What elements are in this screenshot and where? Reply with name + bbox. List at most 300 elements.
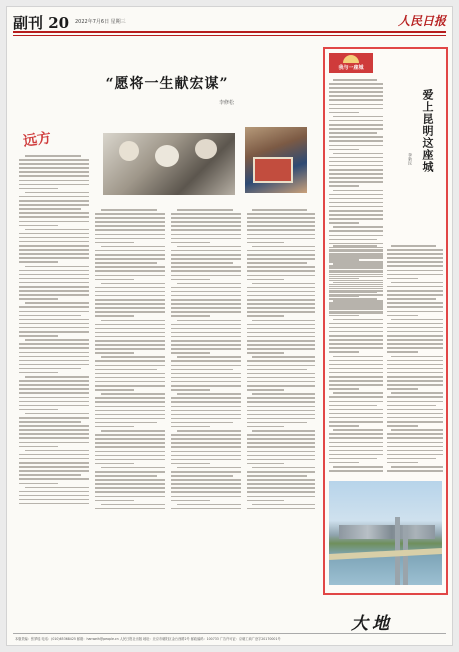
text-line bbox=[95, 352, 134, 354]
text-line bbox=[247, 307, 315, 309]
feature-author: 李新民 bbox=[408, 153, 413, 165]
text-line bbox=[329, 214, 383, 216]
text-line bbox=[19, 282, 89, 284]
text-line bbox=[329, 202, 383, 204]
text-line bbox=[19, 458, 89, 460]
text-line bbox=[95, 242, 134, 244]
text-line bbox=[247, 234, 315, 236]
text-line bbox=[387, 413, 443, 415]
text-line bbox=[171, 475, 233, 477]
text-line bbox=[95, 291, 165, 293]
text-line bbox=[171, 381, 241, 383]
text-line bbox=[387, 274, 443, 276]
text-line bbox=[387, 417, 443, 419]
text-line bbox=[329, 368, 383, 370]
text-line bbox=[95, 459, 165, 461]
text-line bbox=[329, 112, 359, 114]
text-line bbox=[19, 167, 89, 169]
text-line bbox=[95, 487, 165, 489]
text-line bbox=[95, 324, 165, 326]
text-line bbox=[95, 287, 165, 289]
text-line bbox=[171, 500, 210, 502]
text-line bbox=[329, 198, 383, 200]
text-line bbox=[171, 487, 241, 489]
text-line bbox=[171, 299, 241, 301]
text-line bbox=[171, 442, 241, 444]
text-line bbox=[387, 265, 443, 267]
text-line bbox=[171, 295, 241, 297]
text-line bbox=[25, 376, 89, 378]
text-line bbox=[171, 459, 241, 461]
text-line bbox=[25, 339, 89, 341]
text-line bbox=[19, 401, 89, 403]
text-line bbox=[387, 425, 418, 427]
text-line bbox=[171, 426, 210, 428]
text-line bbox=[329, 413, 383, 415]
text-line bbox=[247, 275, 315, 277]
text-line bbox=[329, 360, 383, 362]
text-line bbox=[171, 340, 241, 342]
text-line bbox=[95, 471, 165, 473]
text-line bbox=[247, 397, 315, 399]
text-line bbox=[329, 270, 383, 272]
text-line bbox=[247, 487, 315, 489]
text-line bbox=[95, 455, 165, 457]
text-line bbox=[329, 274, 383, 276]
text-line bbox=[329, 372, 383, 374]
text-line bbox=[329, 351, 359, 353]
text-line bbox=[19, 397, 89, 399]
text-line bbox=[247, 381, 315, 383]
text-line bbox=[95, 311, 165, 313]
text-line bbox=[247, 213, 315, 215]
text-line bbox=[387, 470, 443, 472]
text-line bbox=[171, 238, 241, 240]
text-line bbox=[19, 466, 89, 468]
text-line bbox=[247, 442, 315, 444]
text-line bbox=[171, 401, 241, 403]
text-line bbox=[387, 294, 443, 296]
text-line bbox=[247, 389, 284, 391]
text-line bbox=[252, 356, 315, 358]
text-line bbox=[19, 257, 89, 259]
text-line bbox=[19, 233, 89, 235]
text-line bbox=[171, 307, 241, 309]
text-line bbox=[247, 340, 315, 342]
text-line bbox=[329, 396, 383, 398]
text-line bbox=[252, 393, 315, 395]
text-line bbox=[19, 356, 89, 358]
text-line bbox=[171, 229, 241, 231]
text-line bbox=[333, 116, 383, 118]
photo-painting bbox=[253, 157, 293, 183]
text-line bbox=[252, 320, 315, 322]
text-line bbox=[95, 397, 165, 399]
text-line bbox=[247, 365, 315, 367]
feature-box bbox=[323, 47, 448, 595]
text-line bbox=[177, 320, 241, 322]
text-line bbox=[25, 413, 89, 415]
text-line bbox=[387, 405, 436, 407]
text-line bbox=[329, 222, 359, 224]
text-line bbox=[101, 504, 165, 506]
text-line bbox=[101, 209, 157, 211]
text-line bbox=[95, 377, 165, 379]
feature-text-column bbox=[387, 245, 443, 474]
text-line bbox=[95, 479, 165, 481]
text-line bbox=[95, 270, 165, 272]
photo-caption-lines bbox=[103, 197, 307, 205]
text-line bbox=[19, 175, 89, 177]
text-line bbox=[329, 437, 383, 439]
text-line bbox=[387, 261, 443, 263]
lake-causeway bbox=[329, 548, 442, 560]
text-line bbox=[387, 311, 443, 313]
text-line bbox=[387, 450, 443, 452]
text-line bbox=[171, 348, 241, 350]
text-line bbox=[19, 221, 89, 223]
text-line bbox=[95, 303, 165, 305]
text-line bbox=[247, 221, 315, 223]
photo-person bbox=[155, 145, 179, 167]
text-line bbox=[329, 417, 383, 419]
text-line bbox=[329, 306, 383, 308]
text-line bbox=[19, 392, 89, 394]
text-line bbox=[247, 254, 315, 256]
text-line bbox=[329, 194, 383, 196]
text-column bbox=[95, 209, 165, 512]
text-line bbox=[171, 250, 241, 252]
issue-date: 2022年7月6日 星期三 bbox=[75, 19, 126, 25]
text-column bbox=[247, 209, 315, 512]
text-line bbox=[247, 500, 284, 502]
text-line bbox=[247, 377, 315, 379]
text-line bbox=[171, 496, 241, 498]
text-line bbox=[329, 298, 377, 300]
text-line bbox=[247, 328, 315, 330]
text-line bbox=[329, 104, 383, 106]
text-line bbox=[247, 352, 284, 354]
text-line bbox=[329, 165, 383, 167]
text-line bbox=[329, 442, 383, 444]
text-line bbox=[329, 388, 359, 390]
text-line bbox=[247, 315, 284, 317]
main-article bbox=[19, 43, 315, 588]
text-line bbox=[95, 221, 165, 223]
text-line bbox=[247, 336, 315, 338]
text-line bbox=[329, 401, 383, 403]
text-line bbox=[95, 500, 134, 502]
text-line bbox=[247, 369, 307, 371]
text-line bbox=[387, 433, 443, 435]
text-line bbox=[329, 95, 383, 97]
text-line bbox=[329, 124, 383, 126]
text-line bbox=[333, 282, 383, 284]
text-line bbox=[19, 225, 58, 227]
text-line bbox=[177, 467, 241, 469]
text-line bbox=[177, 246, 241, 248]
text-line bbox=[19, 368, 81, 370]
photo-person bbox=[195, 139, 217, 159]
text-line bbox=[333, 79, 376, 81]
text-line bbox=[95, 491, 165, 493]
text-line bbox=[387, 372, 443, 374]
text-line bbox=[247, 258, 315, 260]
text-line bbox=[25, 155, 81, 157]
kicker-text: 远方 bbox=[22, 130, 53, 150]
text-line bbox=[19, 237, 89, 239]
text-line bbox=[329, 128, 383, 130]
text-line bbox=[171, 324, 241, 326]
article-photo-portrait bbox=[245, 127, 307, 193]
text-line bbox=[19, 180, 89, 182]
text-line bbox=[391, 319, 443, 321]
text-line bbox=[171, 221, 241, 223]
text-line bbox=[95, 401, 165, 403]
text-line bbox=[171, 266, 241, 268]
text-line bbox=[19, 470, 89, 472]
text-line bbox=[387, 458, 436, 460]
text-line bbox=[387, 446, 443, 448]
text-line bbox=[247, 385, 315, 387]
text-line bbox=[171, 270, 241, 272]
text-line bbox=[19, 417, 89, 419]
feature-title: 爱上昆明这座城 bbox=[421, 89, 434, 173]
text-line bbox=[171, 360, 241, 362]
text-line bbox=[171, 418, 241, 420]
text-line bbox=[19, 343, 89, 345]
text-line bbox=[387, 388, 418, 390]
text-line bbox=[171, 242, 210, 244]
text-line bbox=[95, 418, 165, 420]
text-line bbox=[387, 298, 436, 300]
text-line bbox=[171, 352, 210, 354]
text-line bbox=[247, 303, 315, 305]
text-line bbox=[19, 290, 89, 292]
text-line bbox=[95, 328, 165, 330]
text-line bbox=[19, 196, 89, 198]
text-line bbox=[19, 437, 89, 439]
text-line bbox=[171, 258, 241, 260]
text-line bbox=[329, 405, 377, 407]
text-line bbox=[247, 446, 315, 448]
masthead-rule bbox=[13, 35, 446, 36]
text-line bbox=[329, 265, 383, 267]
text-line bbox=[19, 319, 89, 321]
text-line bbox=[329, 120, 383, 122]
footer-brand: 大地 bbox=[351, 614, 393, 634]
text-line bbox=[391, 282, 443, 284]
text-line bbox=[329, 235, 383, 237]
text-line bbox=[387, 368, 443, 370]
text-line bbox=[95, 365, 165, 367]
text-line bbox=[95, 406, 165, 408]
kunming-city-photo bbox=[329, 481, 442, 585]
text-line bbox=[19, 253, 89, 255]
article-photo-group bbox=[103, 133, 235, 195]
text-line bbox=[19, 278, 89, 280]
text-line bbox=[329, 409, 383, 411]
text-line bbox=[247, 291, 315, 293]
text-line bbox=[329, 347, 383, 349]
text-line bbox=[247, 463, 284, 465]
text-line bbox=[95, 381, 165, 383]
text-line bbox=[95, 483, 165, 485]
text-line bbox=[329, 87, 383, 89]
text-line bbox=[171, 414, 241, 416]
text-line bbox=[329, 286, 383, 288]
text-line bbox=[177, 283, 241, 285]
text-line bbox=[329, 99, 383, 101]
text-line bbox=[101, 320, 165, 322]
text-line bbox=[171, 287, 241, 289]
text-line bbox=[19, 372, 58, 374]
text-line bbox=[95, 225, 165, 227]
text-line bbox=[101, 393, 165, 395]
text-line bbox=[25, 302, 89, 304]
text-line bbox=[95, 369, 157, 371]
photo-person bbox=[119, 141, 139, 161]
text-line bbox=[95, 295, 165, 297]
text-line bbox=[247, 508, 315, 510]
text-line bbox=[95, 389, 134, 391]
text-line bbox=[247, 279, 284, 281]
text-line bbox=[333, 153, 383, 155]
text-line bbox=[329, 91, 383, 93]
text-line bbox=[171, 446, 241, 448]
section-name: 副刊 20 bbox=[13, 14, 70, 32]
text-line bbox=[247, 496, 315, 498]
text-line bbox=[391, 356, 443, 358]
text-line bbox=[387, 351, 418, 353]
text-line bbox=[177, 504, 241, 506]
text-line bbox=[19, 429, 89, 431]
text-line bbox=[329, 132, 377, 134]
text-line bbox=[387, 286, 443, 288]
feature-text-column bbox=[329, 245, 383, 474]
text-line bbox=[95, 250, 165, 252]
text-line bbox=[391, 392, 443, 394]
text-line bbox=[329, 157, 383, 159]
text-line bbox=[387, 376, 443, 378]
text-line bbox=[171, 344, 241, 346]
text-line bbox=[171, 234, 241, 236]
text-line bbox=[387, 437, 443, 439]
text-line bbox=[333, 429, 383, 431]
text-line bbox=[329, 343, 383, 345]
text-line bbox=[247, 360, 315, 362]
text-line bbox=[329, 140, 383, 142]
text-column bbox=[19, 155, 89, 507]
newspaper-logo: 人民日报 bbox=[397, 14, 446, 28]
text-line bbox=[171, 303, 241, 305]
text-line bbox=[19, 315, 81, 317]
text-line bbox=[19, 159, 89, 161]
text-line bbox=[25, 192, 89, 194]
feature-tag bbox=[329, 53, 373, 73]
text-line bbox=[171, 389, 210, 391]
text-line bbox=[19, 249, 89, 251]
text-line bbox=[19, 171, 89, 173]
text-line bbox=[387, 347, 443, 349]
feature-tag-label: 我与一座城 bbox=[338, 65, 364, 71]
text-line bbox=[95, 385, 165, 387]
text-line bbox=[19, 335, 58, 337]
text-line bbox=[252, 209, 306, 211]
text-line bbox=[19, 208, 81, 210]
text-line bbox=[329, 331, 383, 333]
text-line bbox=[247, 471, 315, 473]
text-line bbox=[387, 315, 418, 317]
text-line bbox=[333, 392, 383, 394]
text-line bbox=[177, 356, 241, 358]
text-line bbox=[329, 376, 383, 378]
text-line bbox=[247, 324, 315, 326]
text-line bbox=[247, 410, 315, 412]
text-line bbox=[247, 434, 315, 436]
text-line bbox=[329, 173, 383, 175]
text-line bbox=[177, 209, 233, 211]
text-line bbox=[171, 373, 241, 375]
text-line bbox=[171, 508, 241, 510]
text-line bbox=[95, 348, 165, 350]
text-line bbox=[391, 429, 443, 431]
text-line bbox=[171, 369, 233, 371]
text-line bbox=[247, 295, 315, 297]
text-line bbox=[247, 451, 315, 453]
text-line bbox=[19, 421, 81, 423]
text-line bbox=[329, 294, 383, 296]
text-line bbox=[247, 491, 315, 493]
text-line bbox=[333, 356, 383, 358]
text-line bbox=[95, 508, 165, 510]
text-line bbox=[171, 385, 241, 387]
text-line bbox=[19, 200, 89, 202]
text-line bbox=[19, 495, 89, 497]
text-line bbox=[247, 299, 315, 301]
text-line bbox=[391, 245, 436, 247]
text-line bbox=[19, 274, 89, 276]
text-line bbox=[95, 344, 165, 346]
text-line bbox=[171, 463, 210, 465]
text-line bbox=[247, 418, 315, 420]
text-line bbox=[329, 161, 383, 163]
text-line bbox=[171, 410, 241, 412]
text-line bbox=[95, 434, 165, 436]
text-line bbox=[247, 266, 315, 268]
text-line bbox=[329, 108, 383, 110]
text-line bbox=[247, 229, 315, 231]
text-line bbox=[19, 270, 89, 272]
text-line bbox=[329, 458, 377, 460]
text-line bbox=[329, 206, 383, 208]
text-line bbox=[329, 290, 383, 292]
text-line bbox=[387, 401, 443, 403]
text-line bbox=[247, 262, 307, 264]
text-line bbox=[19, 323, 89, 325]
text-line bbox=[19, 331, 89, 333]
text-line bbox=[101, 246, 165, 248]
text-line bbox=[329, 302, 383, 304]
text-line bbox=[247, 344, 315, 346]
text-line bbox=[95, 238, 165, 240]
text-line bbox=[101, 283, 165, 285]
text-line bbox=[19, 352, 89, 354]
text-line bbox=[387, 290, 443, 292]
text-line bbox=[387, 335, 443, 337]
footer-rule bbox=[13, 633, 446, 634]
text-line bbox=[171, 479, 241, 481]
